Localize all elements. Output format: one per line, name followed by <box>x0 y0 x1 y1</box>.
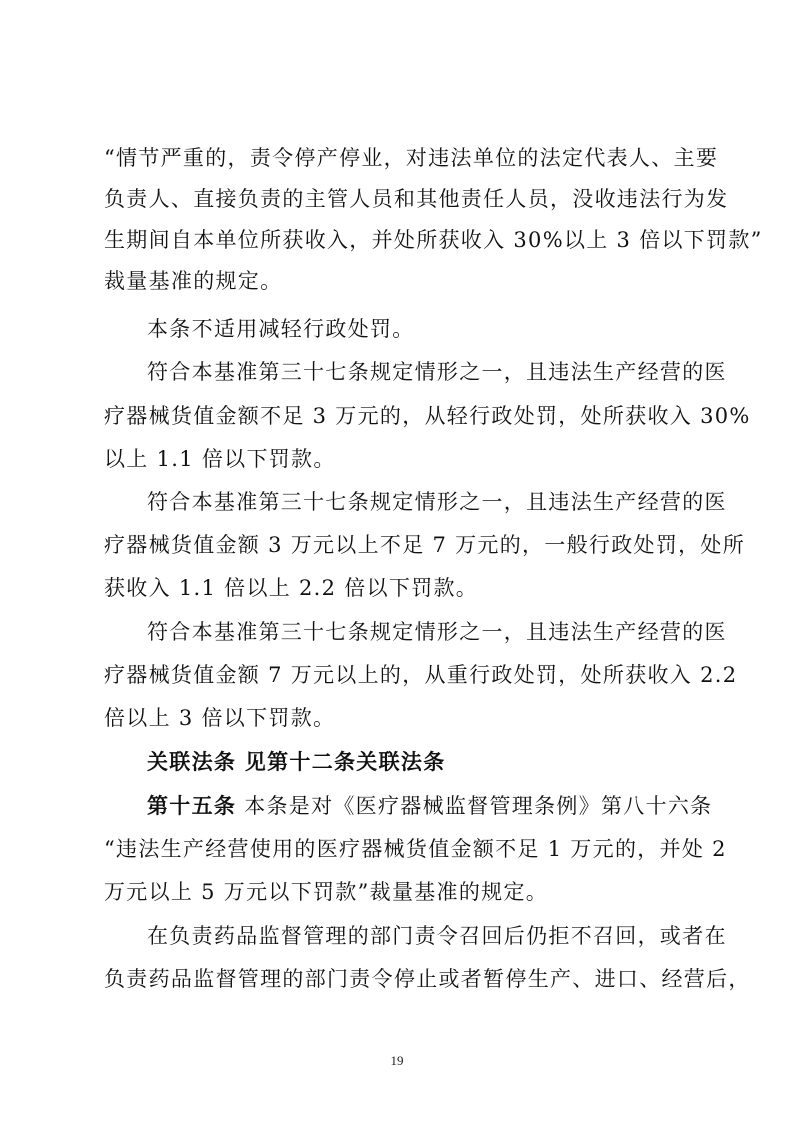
article-line <box>147 790 713 822</box>
paragraph-line: 符合本基准第三十七条规定情形之一，且违法生产经营的医 <box>147 490 727 514</box>
paragraph-line: 符合本基准第三十七条规定情形之一，且违法生产经营的医 <box>147 620 727 644</box>
paragraph-line: 以上 1.1 倍以下罚款。 <box>104 447 336 471</box>
paragraph-line: 负责药品监督管理的部门责令停止或者暂停生产、进口、经营后， <box>104 967 751 991</box>
paragraph-line: “违法生产经营使用的医疗器械货值金额不足 1 万元的，并处 2 <box>104 837 727 861</box>
paragraph-line: 裁量基准的规定。 <box>104 269 283 293</box>
paragraph-line: 疗器械货值金额不足 3 万元的，从轻行政处罚，处所获收入 30% <box>104 404 751 428</box>
paragraph-line: 倍以上 3 倍以下罚款。 <box>104 706 336 730</box>
paragraph-line: 本条不适用减轻行政处罚。 <box>147 317 415 341</box>
paragraph-line: 疗器械货值金额 7 万元以上的，从重行政处罚，处所获收入 2.2 <box>104 663 738 687</box>
paragraph-line: 负责人、直接负责的主管人员和其他责任人员，没收违法行为发 <box>104 187 729 211</box>
page-number: 19 <box>390 1053 404 1068</box>
related-laws-heading: 关联法条 见第十二条关联法条 <box>147 749 446 774</box>
paragraph-line: “情节严重的，责令停产停业，对违法单位的法定代表人、主要 <box>104 146 719 170</box>
paragraph-line: 获收入 1.1 倍以上 2.2 倍以下罚款。 <box>104 576 479 600</box>
paragraph-line: 在负责药品监督管理的部门责令召回后仍拒不召回，或者在 <box>147 924 727 948</box>
article-label: 第十五条 <box>147 793 237 818</box>
paragraph-line: 万元以上 5 万元以下罚款”裁量基准的规定。 <box>104 880 549 904</box>
article-text: 本条是对《医疗器械监督管理条例》第八十六条 <box>244 794 713 818</box>
paragraph-line: 生期间自本单位所获收入，并处所获收入 30%以上 3 倍以下罚款” <box>104 228 763 252</box>
paragraph-line: 符合本基准第三十七条规定情形之一，且违法生产经营的医 <box>147 360 727 384</box>
paragraph-line: 疗器械货值金额 3 万元以上不足 7 万元的，一般行政处罚，处所 <box>104 533 746 557</box>
